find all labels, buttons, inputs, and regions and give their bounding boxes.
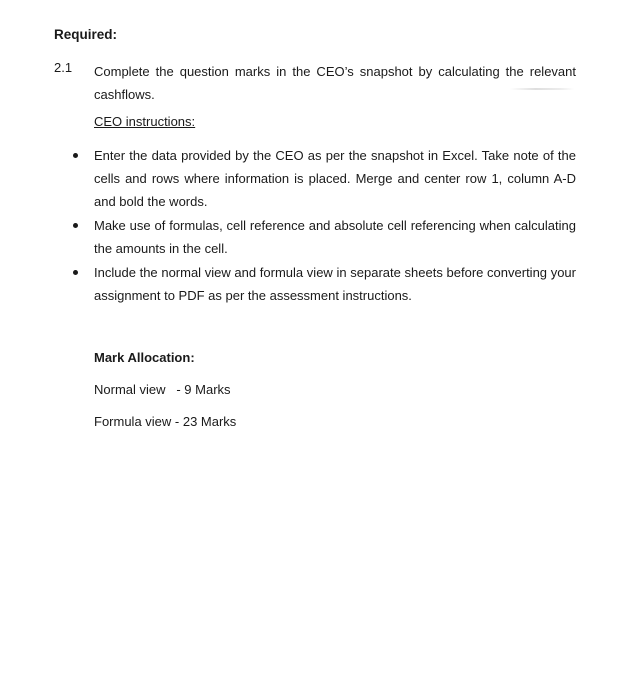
bullet-icon [73, 223, 78, 228]
normal-view-marks: Normal view - 9 Marks [94, 382, 231, 397]
question-text: Complete the question marks in the CEO’s snapshot by calculating the relevant cashflows. [94, 64, 576, 102]
formula-view-marks: Formula view - 23 Marks [94, 414, 237, 429]
mark-allocation-title: Mark Allocation: [94, 350, 195, 365]
required-heading: Required: [54, 27, 118, 42]
list-item [94, 144, 576, 213]
instructions-list [94, 144, 576, 308]
bullet-text: Include the normal view and formula view in separate sheets before converting your assignment to PDF as per the assessment instructions. [94, 265, 576, 303]
ceo-instructions-title: CEO instructions: [94, 114, 196, 129]
bullet-icon [73, 153, 78, 158]
list-item [94, 261, 576, 307]
bullet-text: Enter the data provided by the CEO as per the snapshot in Excel. Take note of the cells and rows where information is placed. Merge and center row 1, column A-D and bold the words. [94, 148, 576, 209]
bullet-icon [73, 270, 78, 275]
faint-smudge [510, 88, 574, 90]
question-number: 2.1 [54, 60, 73, 75]
list-item [94, 214, 576, 260]
bullet-text: Make use of formulas, cell reference and absolute cell referencing when calculating the amounts in the cell. [94, 218, 576, 256]
